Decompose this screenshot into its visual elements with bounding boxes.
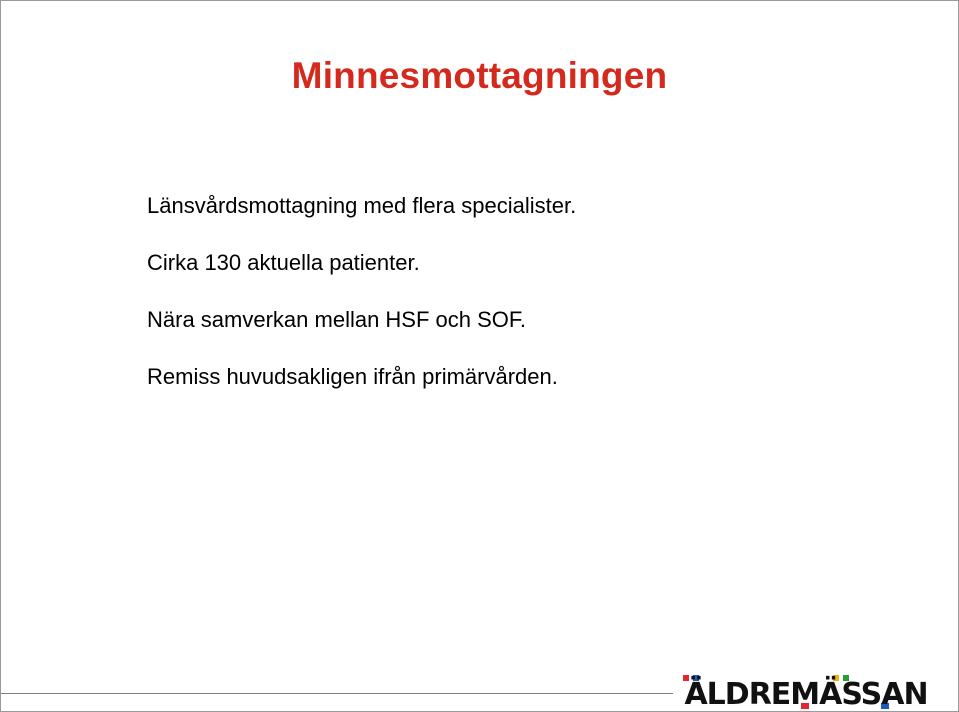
bullet-item: Nära samverkan mellan HSF och SOF. bbox=[147, 307, 527, 332]
slide-title: Minnesmottagningen bbox=[291, 55, 668, 96]
bullet-item: Remiss huvudsakligen ifrån primärvården. bbox=[147, 364, 558, 389]
bullet-list bbox=[147, 189, 576, 417]
logo-text: ÄLDREMÄSSAN bbox=[684, 677, 928, 711]
footer-divider bbox=[1, 693, 673, 694]
bullet-item: Länsvårdsmottagning med flera specialister. bbox=[147, 193, 577, 218]
bullet-item: Cirka 130 aktuella patienter. bbox=[147, 250, 420, 275]
aldremassan-logo bbox=[681, 673, 931, 711]
